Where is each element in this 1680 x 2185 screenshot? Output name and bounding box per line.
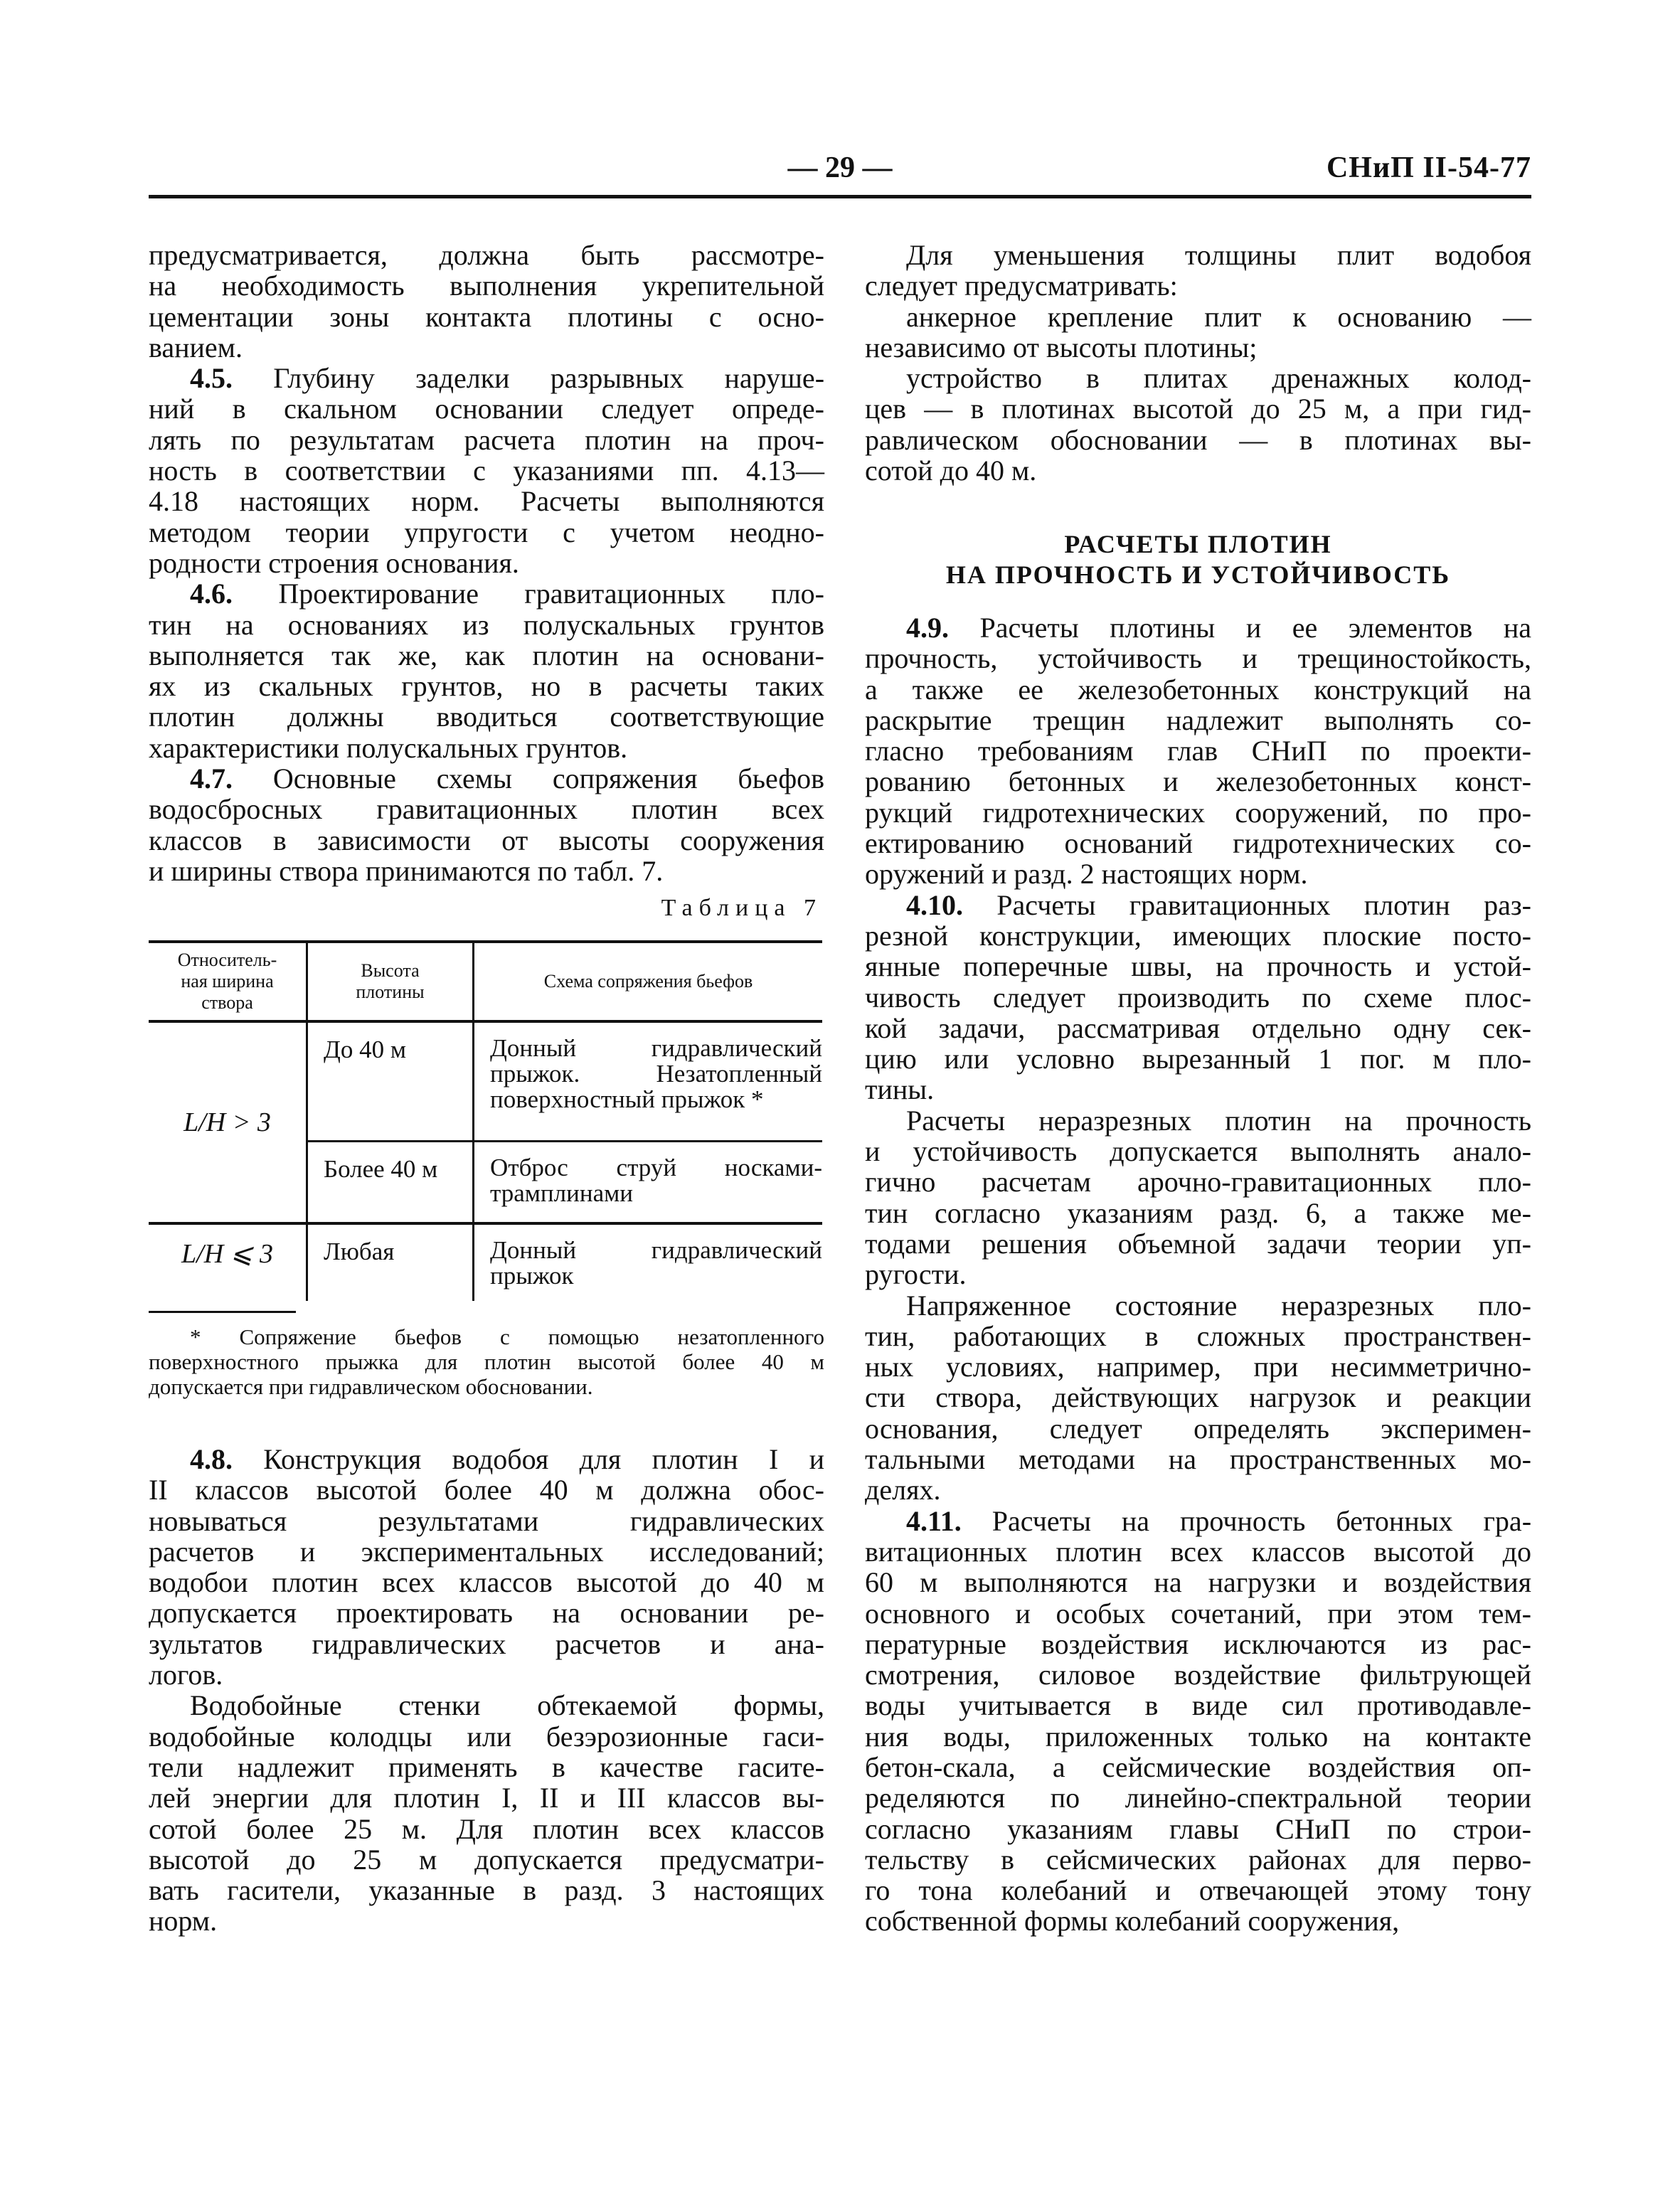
text-line: новываться результатами гидравлических [149, 1504, 824, 1537]
text-line: плотин должны вводиться соответствующие [149, 701, 824, 733]
line-text: Расчеты на прочность бетонных гра- [991, 1504, 1532, 1537]
text-line: раскрытие трещин надлежит выполнять со- [865, 703, 1531, 736]
text-line: рукций гидротехнических сооружений, по про- [865, 796, 1531, 829]
text-line: сотой более 25 м. Для плотин всех классов [149, 1812, 824, 1845]
clause-number: 4.5. [190, 362, 233, 395]
text-line: тин на основаниях из полускальных грунтов [149, 608, 824, 641]
text-line: норм. [149, 1905, 218, 1937]
heading-line: НА ПРОЧНОСТЬ И УСТОЙЧИВОСТЬ [945, 560, 1451, 589]
text-line: ных условиях, например, при несимметрично- [865, 1351, 1531, 1383]
text-line: гично расчетам арочно-гравитационных пло- [865, 1166, 1531, 1198]
heading-line: РАСЧЕТЫ ПЛОТИН [1064, 530, 1332, 558]
text-line: цев — в плотинах высотой до 25 м, а при гид- [865, 393, 1531, 425]
table-header-row [149, 942, 822, 1021]
footnote-rule [149, 1311, 296, 1313]
text-line: и ширины створа принимаются по табл. 7. [149, 854, 664, 887]
text-line [149, 763, 824, 794]
clause-number: 4.8. [190, 1443, 233, 1475]
text-line: тальными методами на пространственных мо- [865, 1443, 1531, 1476]
section-heading [865, 529, 1531, 590]
text-line: тин, работающих в сложных пространствен- [865, 1319, 1531, 1352]
text-line: высотой до 25 м допускается предусматри- [149, 1843, 824, 1876]
cell-scheme: Донный гидравлический прыжок [474, 1223, 823, 1301]
text-line: родности строения основания. [149, 546, 519, 579]
table-7 [149, 940, 822, 1301]
clause-number: 4.11. [906, 1504, 962, 1537]
text-line: тельству в сейсмических районах для перво- [865, 1843, 1531, 1876]
table-caption: Таблица 7 [661, 895, 822, 921]
page-number: — 29 — [787, 151, 893, 184]
cell-scheme: Донный гидравлический прыжок. Незатопленный поверхностный прыжок * [474, 1021, 823, 1141]
text-line: основания, следует определять эксперимен- [865, 1412, 1531, 1445]
text-line: смотрения, силовое воздействие фильтрующей [865, 1659, 1531, 1691]
text-line: согласно указаниям главы СНиП по строи- [865, 1812, 1531, 1845]
text-line: ность в соответствии с указаниями пп. 4.13— [149, 454, 824, 487]
text-line: гласно требованиям глав СНиП по проекти- [865, 735, 1531, 767]
text-line: тели надлежит применять в качестве гасите- [149, 1750, 824, 1783]
paragraph [149, 1690, 824, 1936]
paragraph [149, 363, 824, 578]
text-line: чивость следует производить по схеме плос- [865, 981, 1531, 1014]
cell-scheme: Отброс струй носками-трамплинами [474, 1141, 823, 1223]
header-rule [149, 195, 1531, 198]
text-line: ектированию оснований гидротехнических со- [865, 827, 1531, 860]
text-line [149, 578, 824, 609]
text-line: цию или условно вырезанный 1 пог. м пло- [865, 1043, 1531, 1075]
paragraph [149, 763, 824, 886]
text-line: ния воды, приложенных только на контакте [865, 1720, 1531, 1753]
text-line: собственной формы колебаний сооружения, [865, 1905, 1400, 1937]
text-line: Для уменьшения толщины плит водобоя [906, 239, 1531, 271]
text-line: ний в скальном основании следует опреде- [149, 393, 824, 425]
text-line: классов в зависимости от высоты сооружения [149, 824, 824, 856]
header-dam-height: Высота плотины [307, 942, 474, 1021]
text-line: независимо от высоты плотины; [865, 331, 1258, 363]
paragraph [865, 890, 1531, 1105]
paragraph [865, 302, 1531, 363]
text-line: лять по результатам расчета плотин на проч- [149, 423, 824, 456]
text-line: ванием. [149, 331, 243, 363]
text-line: ях из скальных грунтов, но в расчеты таких [149, 670, 824, 703]
text-line: предусматривается, должна быть рассмотре- [149, 239, 824, 271]
text-line: янные поперечные швы, на прочность и устой- [865, 950, 1531, 983]
text-line: и устойчивость допускается выполнять анало- [865, 1135, 1531, 1168]
table-footnote [149, 1324, 824, 1399]
cell-height: Более 40 м [307, 1141, 474, 1223]
text-line [865, 1506, 1531, 1536]
line-text: Расчеты плотины и ее элементов на [979, 612, 1532, 644]
text-line: Расчеты неразрезных плотин на прочность [906, 1104, 1531, 1137]
text-line: витационных плотин всех классов высотой до [865, 1535, 1531, 1568]
paragraph [865, 1105, 1531, 1290]
text-line: характеристики полускальных грунтов. [149, 731, 628, 764]
header-relative-width: Относитель- ная ширина створа [149, 942, 307, 1021]
text-line: водобои плотин всех классов высотой до 40 м [149, 1566, 824, 1599]
left-column-bottom [149, 1444, 824, 1937]
text-line: рованию бетонных и железобетонных конст- [865, 765, 1531, 798]
text-line: ределяются по линейно-спектральной теории [865, 1782, 1531, 1814]
text-line: II классов высотой более 40 м должна обос- [149, 1474, 824, 1506]
text-line: делях. [865, 1474, 941, 1506]
clause-number: 4.10. [906, 888, 963, 921]
text-line: равлическом обосновании — в плотинах вы- [865, 423, 1531, 456]
text-line [149, 1444, 824, 1474]
cell-height: До 40 м [307, 1021, 474, 1141]
text-line: вать гасители, указанные в разд. 3 настоящих [149, 1874, 824, 1907]
line-text: Проектирование гравитационных пло- [278, 578, 824, 610]
paragraph [149, 240, 824, 363]
line-text: Основные схемы сопряжения бьефов [272, 762, 825, 795]
table-row [149, 1021, 822, 1141]
paragraph [865, 612, 1531, 890]
text-line: следует предусматривать: [865, 270, 1178, 302]
text-line: 4.18 настоящих норм. Расчеты выполняются [149, 485, 824, 518]
text-line: выполняется так же, как плотин на основани- [149, 639, 824, 671]
text-line: зультатов гидравлических расчетов и ана- [149, 1627, 824, 1660]
text-line: цементации зоны контакта плотины с осно- [149, 300, 824, 333]
header-scheme: Схема сопряжения бьефов [474, 942, 823, 1021]
text-line: водобойные колодцы или безэрозионные гаси- [149, 1720, 824, 1753]
text-line: Напряженное состояние неразрезных пло- [906, 1289, 1531, 1322]
paragraph [149, 578, 824, 763]
text-line: воды учитывается в виде сил противодавле- [865, 1689, 1531, 1722]
text-line: основного и особых сочетаний, при этом тем- [865, 1597, 1531, 1630]
text-line: устройство в плитах дренажных колод- [906, 362, 1531, 395]
line-text: Расчеты гравитационных плотин раз- [996, 888, 1531, 921]
text-line: сотой до 40 м. [865, 454, 1037, 487]
text-line: расчетов и экспериментальных исследований; [149, 1535, 824, 1568]
line-text: Конструкция водобоя для плотин I и [263, 1443, 824, 1475]
left-column-top [149, 240, 824, 886]
text-line: пературные воздействия исключаются из рас- [865, 1627, 1531, 1660]
paragraph [865, 1290, 1531, 1506]
paragraph [865, 1506, 1531, 1937]
text-line: методом теории упругости с учетом неодно- [149, 516, 824, 548]
clause-number: 4.7. [190, 762, 233, 795]
clause-number: 4.6. [190, 578, 233, 610]
text-line: сти створа, действующих нагрузок и реакции [865, 1381, 1531, 1414]
text-line [865, 890, 1531, 920]
footnote-line: допускается при гидравлическом обосновании. [149, 1374, 593, 1399]
paragraph [149, 1444, 824, 1690]
group-label-lh-gt-3: L/H > 3 [149, 1021, 307, 1223]
text-line: тины. [865, 1073, 935, 1106]
text-line: оружений и разд. 2 настоящих норм. [865, 858, 1308, 891]
text-line: кой задачи, рассматривая отдельно одну сек- [865, 1011, 1531, 1044]
text-line: 60 м выполняются на нагрузки и воздействия [865, 1566, 1531, 1599]
right-column-bottom [865, 612, 1531, 1937]
text-line: а также ее железобетонных конструкций на [865, 673, 1531, 706]
footnote-line: поверхностного прыжка для плотин высотой более 40 м [149, 1349, 824, 1374]
text-line [865, 612, 1531, 643]
text-line [149, 363, 824, 393]
footnote-line: * Сопряжение бьефов с помощью незатопленного [190, 1324, 824, 1349]
text-line: логов. [149, 1659, 223, 1691]
text-line: тин согласно указаниям разд. 6, а также ме- [865, 1196, 1531, 1229]
paragraph [865, 363, 1531, 486]
text-line: допускается проектировать на основании ре- [149, 1597, 824, 1630]
text-line: прочность, устойчивость и трещиностойкость, [865, 642, 1531, 675]
group-label-lh-le-3: L/H ⩽ 3 [181, 1239, 273, 1269]
text-line: на необходимость выполнения укрепительной [149, 270, 824, 302]
text-line: го тона колебаний и отвечающей этому тону [865, 1874, 1531, 1907]
cell-height: Любая [307, 1223, 474, 1301]
text-line: тодами решения объемной задачи теории уп- [865, 1227, 1531, 1260]
text-line: анкерное крепление плит к основанию — [906, 300, 1531, 333]
table-row [149, 1223, 822, 1301]
clause-number: 4.9. [906, 612, 949, 644]
document-code: СНиП II-54-77 [1326, 151, 1531, 184]
line-text: Глубину заделки разрывных наруше- [273, 362, 825, 395]
text-line: водосбросных гравитационных плотин всех [149, 793, 824, 826]
text-line: резной конструкции, имеющих плоские посто- [865, 919, 1531, 952]
text-line: бетон-скала, а сейсмические воздействия оп- [865, 1750, 1531, 1783]
text-line: Водобойные стенки обтекаемой формы, [190, 1689, 824, 1722]
right-column-top [865, 240, 1531, 486]
paragraph [865, 240, 1531, 302]
text-line: лей энергии для плотин I, II и III классов вы- [149, 1782, 824, 1814]
text-line: ругости. [865, 1258, 967, 1291]
